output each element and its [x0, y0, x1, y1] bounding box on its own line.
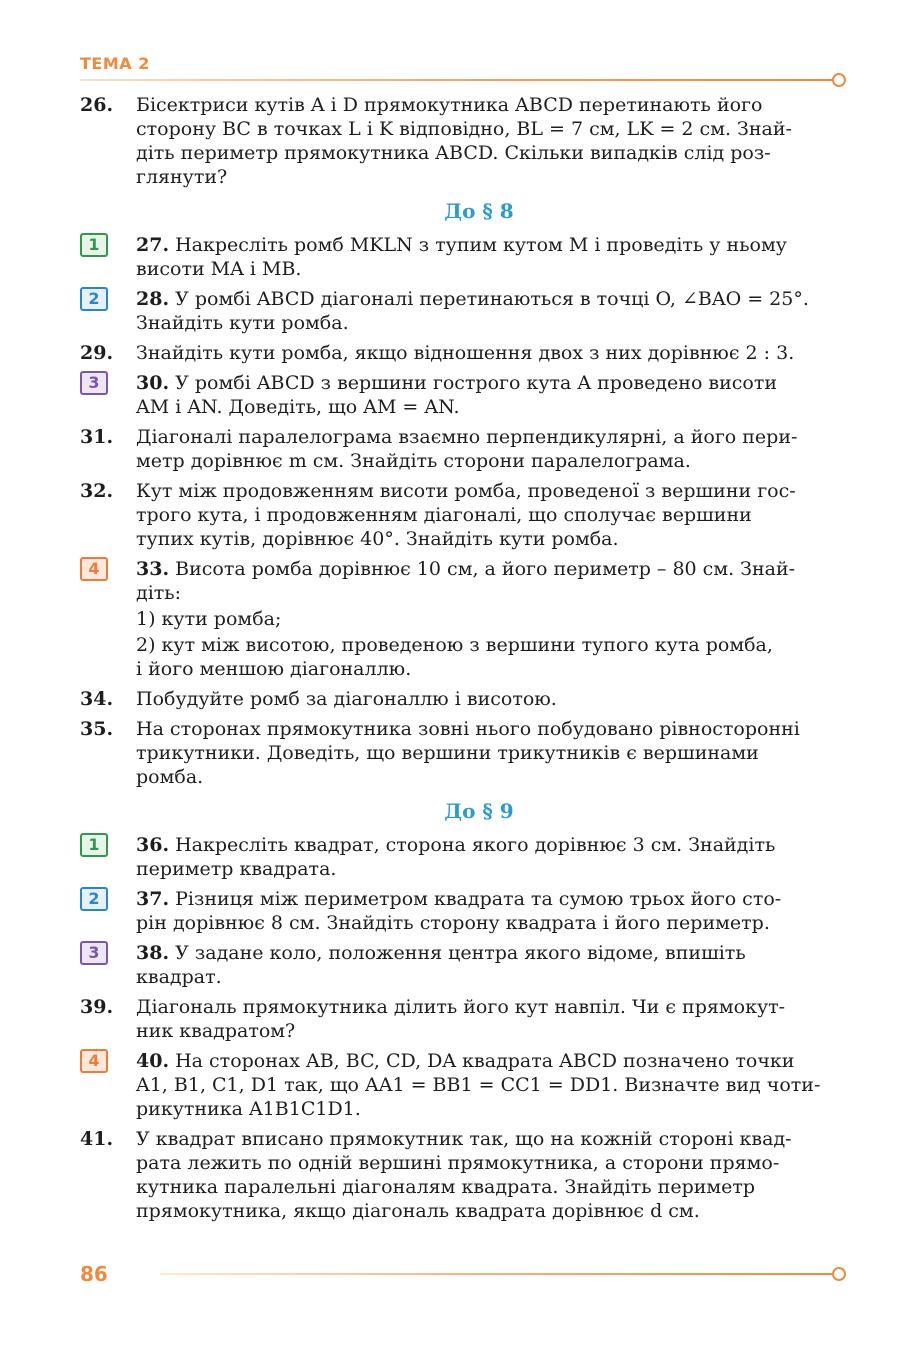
- level-4-badge: 4: [80, 1049, 108, 1073]
- problem-text: Знайдіть кути ромба, якщо відношення двох з них дорівнює 2 : 3.: [136, 342, 795, 364]
- problem-number: 29.: [80, 342, 114, 364]
- problem-text: 30. У ромбі ABCD з вершини гострого кута A проведено висоти AM і AN. Доведіть, що AM = AN.: [136, 372, 778, 418]
- problem-number: 34.: [80, 688, 114, 710]
- problem-27: [0, 233, 918, 281]
- problem-37: [0, 887, 918, 935]
- problem-text: Діагональ прямокутника ділить його кут навпіл. Чи є прямокут- ник квадратом?: [136, 996, 786, 1042]
- problem-text: 37. Різниця між периметром квадрата та сумою трьох його сто- рін дорівнює 8 см. Знайдіть сторону квадрата і його периметр.: [136, 888, 782, 934]
- problem-33: [0, 557, 918, 681]
- problem-text: 28. У ромбі ABCD діагоналі перетинаються в точці O, ∠BAO = 25°. Знайдіть кути ромба.: [136, 288, 809, 334]
- problem-39: [0, 995, 918, 1043]
- problem-text: 38. У задане коло, положення центра якого відоме, впишіть квадрат.: [136, 942, 746, 988]
- problem-number: 38.: [136, 942, 170, 964]
- problem-number: 27.: [136, 234, 170, 256]
- topic-label: ТЕМА 2: [80, 54, 150, 73]
- problem-number: 26.: [80, 94, 114, 116]
- problem-36: [0, 833, 918, 881]
- footer-ring-ornament: [832, 1267, 846, 1281]
- subitem-2: 2) кут між висотою, проведеною з вершини тупого кута ромба, і його меншою діагоналлю.: [136, 634, 773, 680]
- level-1-badge: 1: [80, 833, 108, 857]
- problem-text: Бісектриси кутів A і D прямокутника ABCD перетинають його сторону BC в точках L і K відповідно, BL = 7 см, LK = 2 см. Знай- діть периметр прямокутника ABCD. Скільки випадків слід роз- глянути?: [136, 94, 792, 188]
- problem-38: [0, 941, 918, 989]
- section-heading-9: До § 9: [444, 799, 514, 823]
- problem-text: 27. Накресліть ромб MKLN з тупим кутом M і проведіть у ньому висоти MA і MB.: [136, 234, 787, 280]
- level-2-badge: 2: [80, 887, 108, 911]
- problem-text: 40. На сторонах AB, BC, CD, DA квадрата ABCD позначено точки A1, B1, C1, D1 так, що AA1 = BB1 = CC1 = DD1. Визначте вид чоти- рикутника A1B1C1D1.: [136, 1050, 821, 1120]
- problem-number: 40.: [136, 1050, 170, 1072]
- problem-35: [0, 717, 918, 789]
- problem-text: 36. Накресліть квадрат, сторона якого дорівнює 3 см. Знайдіть периметр квадрата.: [136, 834, 776, 880]
- problem-number: 33.: [136, 558, 170, 580]
- problem-26: [0, 93, 918, 189]
- problem-30: [0, 371, 918, 419]
- problem-32: [0, 479, 918, 551]
- problem-number: 28.: [136, 288, 170, 310]
- problem-29: [0, 341, 918, 365]
- problem-text: На сторонах прямокутника зовні нього побудовано рівносторонні трикутники. Доведіть, що вершини трикутників є вершинами ромба.: [136, 718, 800, 788]
- section-heading-8: До § 8: [444, 199, 514, 223]
- level-4-badge: 4: [80, 557, 108, 581]
- problem-40: [0, 1049, 918, 1121]
- problem-number: 35.: [80, 718, 114, 740]
- header-ring-ornament: [832, 73, 846, 87]
- problem-number: 37.: [136, 888, 170, 910]
- problem-text: У квадрат вписано прямокутник так, що на кожній стороні квад- рата лежить по одній вершині прямокутника, а сторони прямо- кутника паралельні діагоналям квадрата. Знайдіть периметр прямокутника, якщо діагональ квадрата дорівнює d см.: [136, 1128, 792, 1222]
- header-rule: [80, 79, 833, 81]
- level-2-badge: 2: [80, 287, 108, 311]
- problem-34: [0, 687, 918, 711]
- problem-number: 36.: [136, 834, 170, 856]
- problem-31: [0, 425, 918, 473]
- level-3-badge: 3: [80, 371, 108, 395]
- problem-number: 41.: [80, 1128, 114, 1150]
- footer-rule: [160, 1273, 833, 1275]
- subitem-1: 1) кути ромба;: [136, 608, 282, 630]
- problem-28: [0, 287, 918, 335]
- problem-41: [0, 1127, 918, 1223]
- level-3-badge: 3: [80, 941, 108, 965]
- problem-number: 30.: [136, 372, 170, 394]
- page-number: 86: [80, 1262, 108, 1286]
- problem-list: [0, 93, 918, 1229]
- problem-text: 33. Висота ромба дорівнює 10 см, а його периметр – 80 см. Знай- діть:: [136, 558, 796, 604]
- level-1-badge: 1: [80, 233, 108, 257]
- problem-text: Діагоналі паралелограма взаємно перпендикулярні, а його пери- метр дорівнює m см. Знайдіть сторони паралелограма.: [136, 426, 798, 472]
- problem-number: 39.: [80, 996, 114, 1018]
- problem-text: Кут між продовженням висоти ромба, проведеної з вершини гос- трого кута, і продовженням діагоналі, що сполучає вершини тупих кутів, дорівнює 40°. Знайдіть кути ромба.: [136, 480, 796, 550]
- problem-number: 32.: [80, 480, 114, 502]
- problem-number: 31.: [80, 426, 114, 448]
- problem-text: Побудуйте ромб за діагоналлю і висотою.: [136, 688, 557, 710]
